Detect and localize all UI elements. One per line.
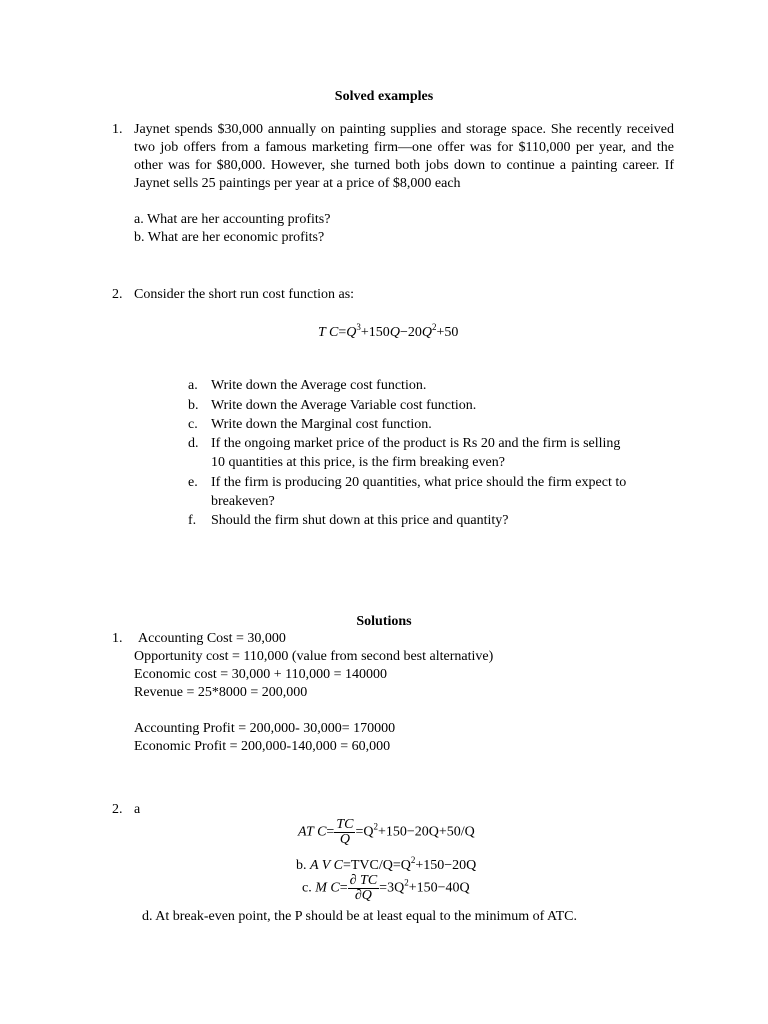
eq-term-20: −20 <box>399 325 422 340</box>
avc-rest-1: =TVC/Q=Q <box>342 858 411 873</box>
eq-q3: Q <box>421 325 432 340</box>
avc-label: b. <box>296 858 307 873</box>
q2-item-b-letter: b. <box>188 398 199 413</box>
eq-power-2: 2 <box>431 322 437 332</box>
q2-item-f-text: Should the firm shut down at this price and quantity? <box>211 513 509 528</box>
atc-power: 2 <box>373 821 378 832</box>
q2-item-d-text-cont: 10 quantities at this price, is the firm breaking even? <box>211 455 505 470</box>
heading-solved-examples: Solved examples <box>334 89 434 104</box>
tc-equation <box>318 322 458 341</box>
q2-item-d-letter: d. <box>188 436 199 451</box>
eq-power-3: 3 <box>356 322 361 332</box>
heading-solutions: Solutions <box>356 614 412 629</box>
s2-number: 2. <box>112 802 123 817</box>
s1-line-economic-profit: Economic Profit = 200,000-140,000 = 60,000 <box>134 739 391 754</box>
mc-lhs: M C <box>315 880 340 896</box>
q1-text: Jaynet spends $30,000 annually on painting supplies and storage space. She recently received two job offers from a famous marketing firm—one offer was for $110,000 per year, and the other was for $80,000. However, she turned both jobs down to continue a painting career. If Jaynet sells 25 paintings per year at a price of $8,000 each <box>134 122 674 191</box>
avc-lhs: A V C <box>310 858 343 873</box>
q2-item-a-text: Write down the Average cost function. <box>211 378 427 393</box>
atc-equation: AT C= $\frac{TC}{Q}$ $=Q^2+150-20Q+50/Q$ <box>298 817 475 847</box>
s1-line-accounting-profit: Accounting Profit = 200,000- 30,000= 170000 <box>134 721 396 736</box>
q1-part-b: b. What are her economic profits? <box>134 230 325 245</box>
atc-fraction <box>334 818 355 847</box>
q2-item-c-letter: c. <box>188 417 198 432</box>
mc-rest-1: =3Q <box>379 880 405 896</box>
s2-part-d: d. At break-even point, the P should be at least equal to the minimum of ATC. <box>142 909 577 924</box>
mc-fraction-numerator: ∂ TC <box>349 873 378 888</box>
s1-line-opportunity-cost: Opportunity cost = 110,000 (value from second best alternative) <box>134 649 494 664</box>
eq-term-150: +150 <box>360 325 390 340</box>
q2-item-b-text: Write down the Average Variable cost function. <box>211 398 477 413</box>
q2-item-e-letter: e. <box>188 475 198 490</box>
atc-fraction-denominator: Q <box>339 832 350 847</box>
s2-label-a: a <box>134 802 141 817</box>
q2-item-f-letter: f. <box>188 513 197 528</box>
s1-line-accounting-cost: Accounting Cost = 30,000 <box>138 631 286 646</box>
avc-equation <box>296 855 476 874</box>
atc-rest-2: +150−20Q+50/Q <box>377 824 475 840</box>
atc-fraction-numerator: TC <box>336 817 354 832</box>
q2-number: 2. <box>112 287 123 302</box>
q2-item-d-text: If the ongoing market price of the product is Rs 20 and the firm is selling <box>211 436 621 451</box>
eq-term-50: +50 <box>436 325 459 340</box>
q2-item-e-text: If the firm is producing 20 quantities, what price should the firm expect to <box>211 475 627 490</box>
s1-line-revenue: Revenue = 25*8000 = 200,000 <box>134 685 308 700</box>
avc-power: 2 <box>410 855 416 865</box>
q1-part-a: a. What are her accounting profits? <box>134 212 331 227</box>
mc-power: 2 <box>404 877 409 888</box>
atc-rest-1: =Q <box>355 824 374 840</box>
mc-rest-2: +150−40Q <box>408 880 470 896</box>
mc-label: c. <box>302 880 312 896</box>
avc-rest-2: +150−20Q <box>415 858 477 873</box>
q2-intro: Consider the short run cost function as: <box>134 287 355 302</box>
q1-number: 1. <box>112 122 123 137</box>
mc-fraction <box>348 874 380 903</box>
eq-q: Q <box>346 325 357 340</box>
s1-line-economic-cost: Economic cost = 30,000 + 110,000 = 140000 <box>134 667 387 682</box>
q2-item-a-letter: a. <box>188 378 198 393</box>
mc-fraction-denominator: ∂Q <box>354 888 372 903</box>
eq-equals: = <box>338 325 347 340</box>
eq-q2: Q <box>389 325 400 340</box>
q2-item-c-text: Write down the Marginal cost function. <box>211 417 432 432</box>
q2-item-e-text-cont: breakeven? <box>211 494 275 509</box>
atc-lhs: AT C <box>298 824 327 840</box>
s1-number: 1. <box>112 631 123 646</box>
eq-tc-lhs: T C <box>318 325 339 340</box>
mc-equation: c. M C= $\frac{\partial TC}{\partial Q}$ $=3Q^2+150-40Q$ <box>302 873 470 903</box>
